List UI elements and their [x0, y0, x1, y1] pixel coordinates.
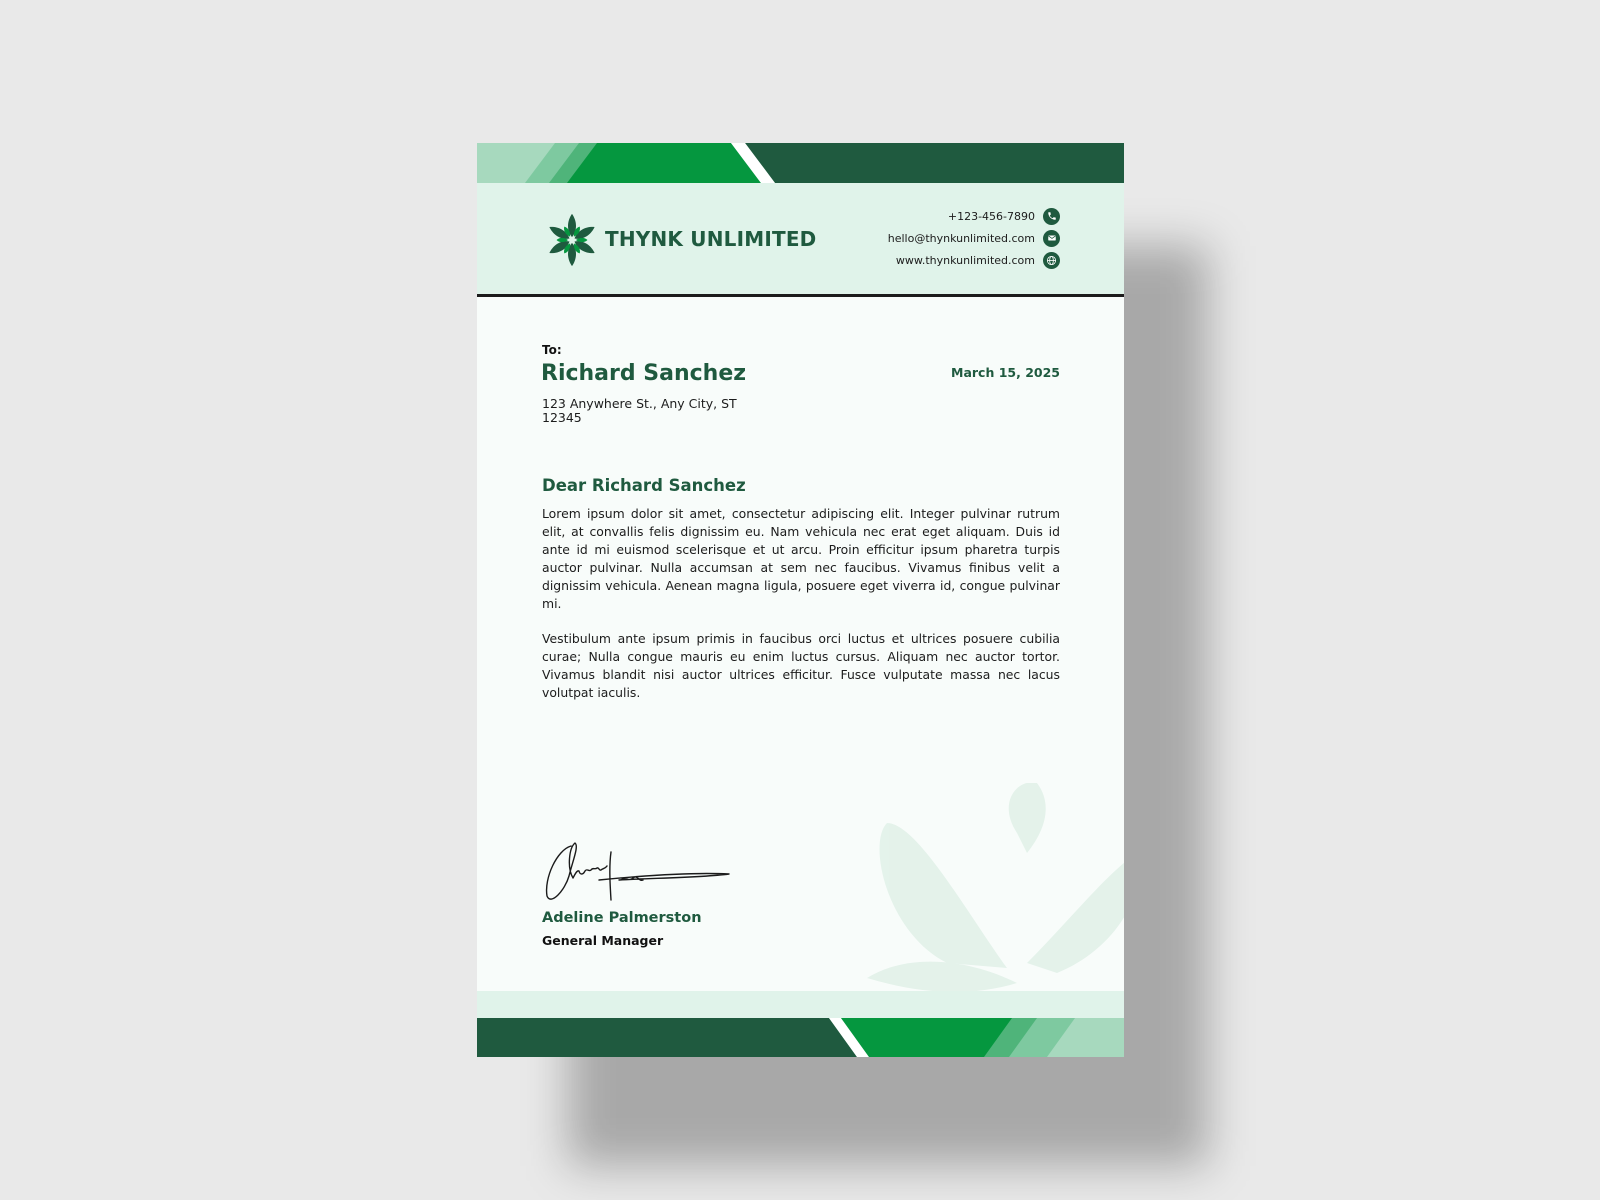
- letterhead-page: [477, 143, 1124, 1057]
- top-decorative-band: [477, 143, 1124, 183]
- leaf-flower-icon: [543, 211, 601, 269]
- footer-area: [477, 991, 1124, 1019]
- bottom-decorative-band: [477, 1018, 1124, 1057]
- signer-title: General Manager: [542, 933, 664, 948]
- signer-name: Adeline Palmerston: [542, 910, 702, 926]
- company-name: THYNK UNLIMITED: [605, 227, 817, 251]
- to-label: To:: [542, 343, 562, 357]
- body-paragraph-1: Lorem ipsum dolor sit amet, consectetur adipiscing elit. Integer pulvinar rutrum elit, at convallis felis dignissim eu. Nam vehicula nec erat eget aliquam. Duis id ante id mi euismod scelerisque et ut arcu. Proin efficitur ipsum pharetra turpis auctor pulvinar. Nulla accumsan at sem nec faucibus. Vivamus finibus velit a dignissim vehicula. Aenean magna ligula, posuere eget viverra id, congue pulvinar mi.: [542, 506, 1060, 611]
- signature: [539, 838, 739, 908]
- contact-email: [888, 229, 1060, 247]
- website-url[interactable]: www.thynkunlimited.com: [895, 253, 1035, 267]
- contact-phone: [948, 207, 1060, 225]
- body-paragraph-2: Vestibulum ante ipsum primis in faucibus orci luctus et ultrices posuere cubilia curae; Nulla congue mauris eu enim luctus cursus. Aliquam nec auctor tortor. Vivamus blandit nisi auctor ultrices efficitur. Fusce vulputate massa nec lacus volutpat iaculis.: [542, 631, 1060, 700]
- email-address[interactable]: hello@thynkunlimited.com: [887, 231, 1035, 245]
- header-divider: [477, 294, 1124, 297]
- phone-icon: [1043, 208, 1060, 225]
- letter-date: March 15, 2025: [951, 365, 1060, 380]
- phone-number[interactable]: +123-456-7890: [947, 209, 1035, 223]
- recipient-name: Richard Sanchez: [541, 361, 747, 386]
- greeting: Dear Richard Sanchez: [542, 476, 746, 495]
- recipient-address: 123 Anywhere St., Any City, ST 12345: [542, 396, 737, 425]
- contact-website: [896, 251, 1060, 269]
- globe-icon: [1043, 252, 1060, 269]
- mail-icon: [1043, 230, 1060, 247]
